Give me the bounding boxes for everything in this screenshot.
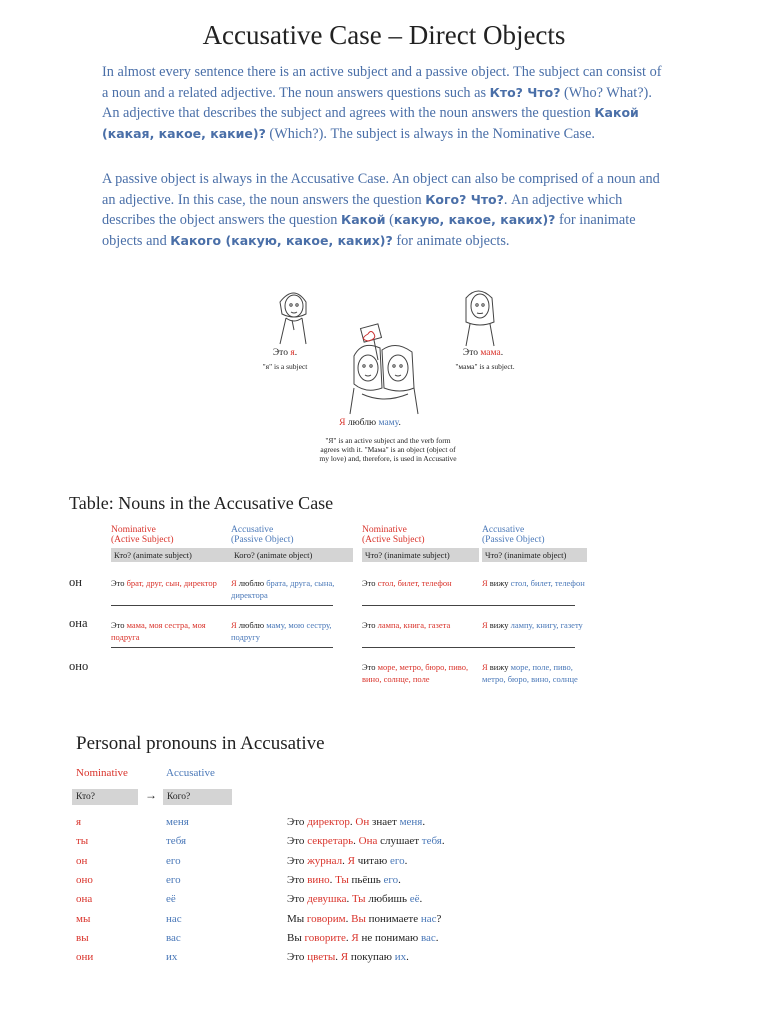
pronoun-accusative: нас	[166, 912, 182, 925]
nouns-row-label: она	[69, 616, 88, 630]
pronoun-nominative: я	[76, 816, 82, 828]
nouns-col-question: Что? (inanimate subject)	[362, 548, 479, 562]
pronoun-example-sentence: Это директор. Он знает меня.	[287, 816, 426, 828]
nouns-col-header: Accusative (Passive Object)	[482, 525, 545, 545]
pronoun-example-sentence: Это девушка. Ты любишь её.	[287, 893, 423, 906]
pronouns-col-nominative: Nominative	[76, 767, 128, 779]
nouns-col-header: Nominative (Active Subject)	[362, 525, 425, 545]
nouns-table-heading: Table: Nouns in the Accusative Case	[69, 493, 334, 513]
intro-paragraph-subject: In almost every sentence there is an active subject and a passive object. The subject can consist of a noun and a related adjective. The noun answers questions such as Кто? Что? (Who? What?). An adjective that describes the subject and agrees with the noun answers the question Какой (какая, какое, какие)? (Which?). The subject is always in the Nominative Case.	[102, 64, 662, 142]
pronoun-example-sentence: Это вино. Ты пьёшь его.	[287, 873, 401, 886]
nouns-col-question: Кто? (animate subject)	[111, 548, 233, 562]
caption-left: Это я.	[272, 348, 298, 358]
pronoun-nominative: мы	[76, 912, 91, 925]
nouns-table-cell: Это брат, друг, сын, директор	[111, 578, 217, 588]
arrow-icon: →	[145, 788, 157, 802]
hugging-pair-icon	[350, 324, 418, 414]
illustration-drawing	[262, 284, 522, 434]
pronouns-col-accusative: Accusative	[166, 767, 215, 779]
pronoun-accusative: вас	[166, 931, 181, 944]
row-divider	[362, 605, 575, 606]
intro-paragraph-object: A passive object is always in the Accusative Case. An object can also be comprised of a noun and an adjective. In this case, the noun answers the question Кого? Что?. An adjective which describes the object answers the question Какой (какую, какое, каких)? for inanimate objects and Какого (какую, какое, каких)? for animate objects.	[102, 171, 660, 249]
note-right: "мама" is a subject.	[455, 362, 515, 371]
pronouns-question-acc: Кого?	[163, 789, 232, 805]
pronoun-example-sentence: Это секретарь. Она слушает тебя.	[287, 835, 445, 848]
pronoun-example-sentence: Это цветы. Я покупаю их.	[287, 951, 409, 964]
nouns-table-cell: Это лампа, книга, газета	[362, 620, 451, 630]
note-center: "Я" is an active subject and the verb form agrees with it. "Мама" is an object (object of my love) and, therefore, is used in Accusative	[319, 436, 457, 463]
page-title: Accusative Case – Direct Objects	[202, 20, 566, 50]
pronouns-question-nom: Кто?	[72, 789, 138, 805]
row-divider	[111, 647, 333, 648]
nouns-table-cell: Я вижу море, поле, пиво, метро, бюро, вино, солнце	[482, 662, 578, 684]
nouns-row-label: он	[69, 575, 82, 589]
pronoun-example-sentence: Это журнал. Я читаю его.	[287, 854, 408, 867]
mother-figure-icon	[466, 291, 494, 346]
pronoun-accusative: их	[166, 951, 178, 964]
pronouns-heading: Personal pronouns in Accusative	[76, 733, 325, 754]
girl-figure-icon	[280, 293, 306, 344]
nouns-row-label: оно	[69, 659, 89, 673]
caption-right: Это мама.	[462, 348, 504, 358]
pronoun-nominative: он	[76, 854, 88, 867]
pronoun-nominative: вы	[76, 931, 89, 944]
nouns-table-cell: Это море, метро, бюро, пиво, вино, солнце, поле	[362, 662, 469, 684]
nouns-col-question: Что? (inanimate object)	[482, 548, 587, 562]
pronoun-example-sentence: Вы говорите. Я не понимаю вас.	[287, 931, 439, 944]
pronoun-example-sentence: Мы говорим. Вы понимаете нас?	[287, 912, 442, 925]
nouns-col-header: Nominative (Active Subject)	[111, 525, 174, 545]
pronoun-accusative: его	[166, 873, 181, 886]
pronoun-nominative: они	[76, 951, 94, 964]
nouns-table-cell: Это мама, моя сестра, моя подруга	[111, 620, 206, 642]
row-divider	[111, 605, 333, 606]
pronoun-accusative: меня	[166, 816, 189, 828]
nouns-table-cell: Я вижу лампу, книгу, газету	[482, 620, 583, 630]
nouns-table-cell: Это стол, билет, телефон	[362, 578, 452, 588]
nouns-col-question: Кого? (animate object)	[231, 548, 353, 562]
nouns-col-header: Accusative (Passive Object)	[231, 525, 294, 545]
pronoun-accusative: её	[166, 893, 176, 906]
pronoun-nominative: оно	[76, 873, 93, 886]
pronoun-accusative: тебя	[166, 835, 187, 848]
row-divider	[362, 647, 575, 648]
nouns-table-cell: Я люблю маму, мою сестру, подругу	[231, 620, 332, 642]
pronoun-nominative: ты	[76, 835, 89, 848]
pronoun-accusative: его	[166, 854, 181, 867]
note-left: "я" is a subject	[262, 362, 308, 371]
nouns-table-cell: Я вижу стол, билет, телефон	[482, 578, 585, 588]
caption-center: Я люблю маму.	[339, 418, 401, 428]
pronoun-nominative: она	[76, 893, 93, 906]
nouns-table-cell: Я люблю брата, друга, сына, директора	[231, 578, 335, 600]
